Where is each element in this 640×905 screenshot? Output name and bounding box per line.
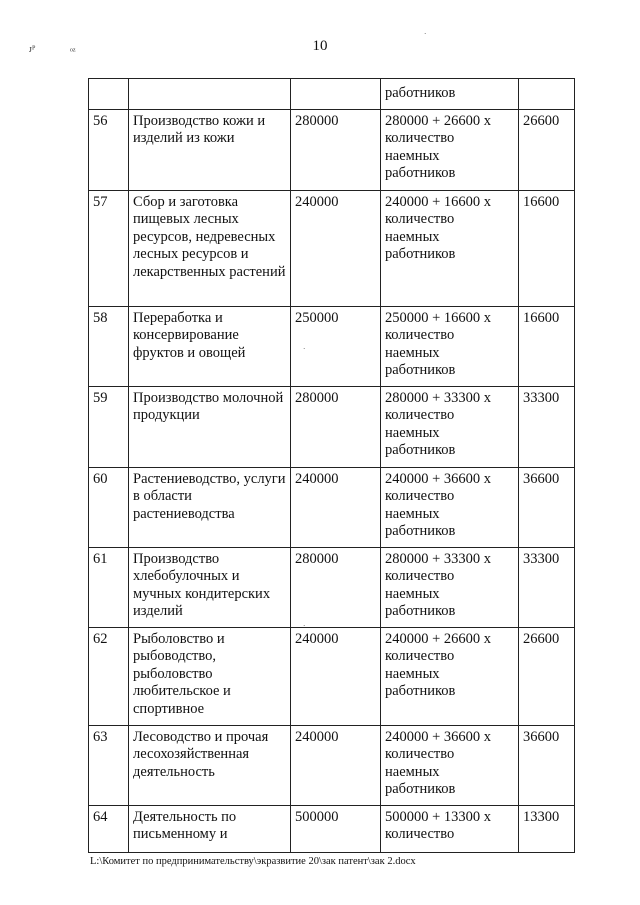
cell-formula: 280000 + 33300 х количество наемных работников: [381, 547, 519, 627]
cell-base: 280000: [291, 109, 381, 190]
patent-tax-table: [88, 78, 575, 853]
cell-base: 280000: [291, 547, 381, 627]
cell-activity: Деятельность по письменному и: [129, 805, 291, 852]
cell-formula: 240000 + 26600 х количество наемных работников: [381, 627, 519, 725]
cell-base: 280000: [291, 386, 381, 467]
cell-num: 61: [89, 547, 129, 627]
cell-num: 57: [89, 190, 129, 306]
cell-activity: Производство кожи и изделий из кожи: [129, 109, 291, 190]
cell-rate: [519, 79, 575, 110]
scan-artifact: ᴊᴾ: [29, 44, 36, 55]
cell-rate: 26600: [519, 109, 575, 190]
cell-rate: 13300: [519, 805, 575, 852]
cell-base: [291, 79, 381, 110]
cell-base: 240000: [291, 725, 381, 805]
table-row: [89, 805, 575, 852]
table-row: [89, 547, 575, 627]
cell-rate: 36600: [519, 725, 575, 805]
scan-artifact: ·: [303, 345, 306, 353]
scan-artifact: ᵒᶻ: [70, 46, 76, 57]
cell-formula: 280000 + 26600 х количество наемных работников: [381, 109, 519, 190]
cell-formula: 500000 + 13300 х количество: [381, 805, 519, 852]
cell-formula: 250000 + 16600 х количество наемных работников: [381, 306, 519, 386]
table-row: [89, 725, 575, 805]
scan-artifact: ·: [303, 622, 306, 630]
cell-num: 62: [89, 627, 129, 725]
table-row: [89, 109, 575, 190]
cell-rate: 36600: [519, 467, 575, 547]
table-row: [89, 306, 575, 386]
cell-activity: Производство молочной продукции: [129, 386, 291, 467]
cell-num: [89, 79, 129, 110]
cell-activity: Сбор и заготовка пищевых лесных ресурсов, недревесных лесных ресурсов и лекарственных растений: [129, 190, 291, 306]
cell-rate: 26600: [519, 627, 575, 725]
cell-rate: 16600: [519, 190, 575, 306]
cell-num: 56: [89, 109, 129, 190]
cell-rate: 33300: [519, 386, 575, 467]
cell-rate: 33300: [519, 547, 575, 627]
table-row: [89, 386, 575, 467]
cell-num: 60: [89, 467, 129, 547]
cell-formula: 240000 + 36600 х количество наемных работников: [381, 725, 519, 805]
cell-formula: 240000 + 16600 х количество наемных работников: [381, 190, 519, 306]
cell-num: 64: [89, 805, 129, 852]
table-row: [89, 467, 575, 547]
page-number: 10: [312, 38, 328, 54]
cell-formula: работников: [381, 79, 519, 110]
cell-activity: [129, 79, 291, 110]
cell-base: 240000: [291, 627, 381, 725]
cell-formula: 240000 + 36600 х количество наемных работников: [381, 467, 519, 547]
cell-rate: 16600: [519, 306, 575, 386]
scan-artifact: ·: [424, 30, 427, 38]
table-body: [89, 79, 575, 853]
cell-activity: Производство хлебобулочных и мучных кондитерских изделий: [129, 547, 291, 627]
cell-base: 250000: [291, 306, 381, 386]
cell-activity: Рыболовство и рыбоводство, рыболовство любительское и спортивное: [129, 627, 291, 725]
table-row-continuation: [89, 79, 575, 110]
cell-num: 59: [89, 386, 129, 467]
cell-activity: Переработка и консервирование фруктов и овощей: [129, 306, 291, 386]
file-path-footer: L:\Комитет по предпринимательству\экразвитие 20\зак патент\зак 2.docx: [90, 856, 416, 867]
cell-base: 240000: [291, 467, 381, 547]
cell-num: 63: [89, 725, 129, 805]
cell-activity: Растениеводство, услуги в области растениеводства: [129, 467, 291, 547]
table-row: [89, 627, 575, 725]
cell-num: 58: [89, 306, 129, 386]
cell-base: 240000: [291, 190, 381, 306]
cell-formula: 280000 + 33300 х количество наемных работников: [381, 386, 519, 467]
cell-activity: Лесоводство и прочая лесохозяйственная деятельность: [129, 725, 291, 805]
table-row: [89, 190, 575, 306]
cell-base: 500000: [291, 805, 381, 852]
